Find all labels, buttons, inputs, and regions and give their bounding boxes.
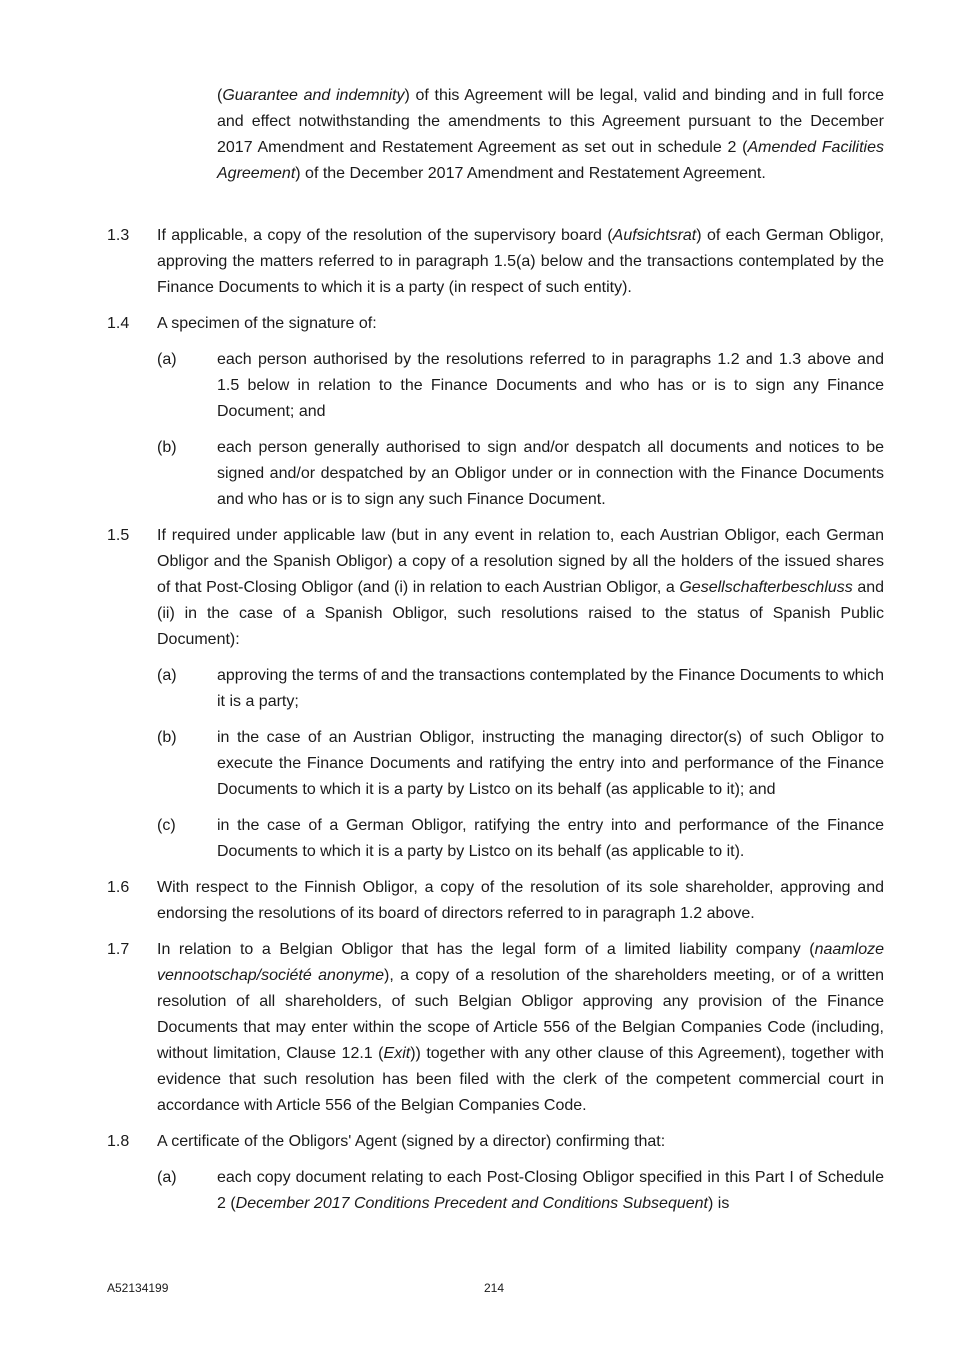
sub-clause-label: (a) <box>157 667 177 684</box>
clause-1-4-b-text: each person generally authorised to sign and/or despatch all documents and notices to be signed and/or despatched by an Obligor under or in connection with the Finance Documents and who has or is to sign any such Finance Document. <box>217 439 884 508</box>
clause-1-4-text: A specimen of the signature of: <box>157 315 377 332</box>
sub-clause-label: (c) <box>157 817 176 834</box>
clause-1-3-text: If applicable, a copy of the resolution of the supervisory board (Aufsichtsrat) of each German Obligor, approving the matters referred to in paragraph 1.5(a) below and the transactions contemplated by the Finance Documents to which it is a party (in respect of such entity). <box>157 227 884 296</box>
clause-number: 1.8 <box>107 1133 130 1150</box>
clause-number: 1.6 <box>107 879 130 896</box>
sub-clause-label: (a) <box>157 1169 177 1186</box>
clause-1-5-b-text: in the case of an Austrian Obligor, instructing the managing director(s) of such Obligor to execute the Finance Documents and ratifying the entry into and performance of the Finance Documents to which it is a party by Listco on its behalf (as applicable to it); and <box>217 729 884 798</box>
continuation-paragraph: (Guarantee and indemnity) of this Agreement will be legal, valid and binding and in full force and effect notwithstanding the amendments to this Agreement pursuant to the December 2017 Amendment and Restatement Agreement as set out in schedule 2 (Amended Facilities Agreement) of the December 2017 Amendment and Restatement Agreement. <box>217 87 885 182</box>
clause-1-5-text: If required under applicable law (but in any event in relation to, each Austrian Obligor, each German Obligor and the Spanish Obligor) a copy of a resolution signed by all the holders of the issued shares of that Post-Closing Obligor (and (i) in relation to each Austrian Obligor, a Gesellschafterbeschluss and (ii) in the case of a Spanish Obligor, such resolutions raised to the status of Spanish Public Document): <box>157 527 885 648</box>
document-reference: A52134199 <box>107 1281 169 1295</box>
sub-clause-label: (b) <box>157 439 177 456</box>
clause-1-8-text: A certificate of the Obligors' Agent (signed by a director) confirming that: <box>157 1133 666 1150</box>
clause-number: 1.3 <box>107 227 130 244</box>
clause-number: 1.4 <box>107 315 130 332</box>
sub-clause-label: (a) <box>157 351 177 368</box>
clause-1-4-a-text: each person authorised by the resolutions referred to in paragraphs 1.2 and 1.3 above and 1.5 below in relation to the Finance Documents and who has or is to sign any Finance Document; and <box>217 351 884 420</box>
page-number: 214 <box>484 1281 505 1295</box>
clause-1-8-a-text: each copy document relating to each Post-Closing Obligor specified in this Part I of Schedule 2 (December 2017 Conditions Precedent and Conditions Subsequent) is <box>217 1169 884 1212</box>
clause-number: 1.5 <box>107 527 130 544</box>
clause-number: 1.7 <box>107 941 130 958</box>
clause-1-5-c-text: in the case of a German Obligor, ratifying the entry into and performance of the Finance Documents to which it is a party by Listco on its behalf (as applicable to it). <box>217 817 884 860</box>
clause-1-5-a-text: approving the terms of and the transactions contemplated by the Finance Documents to which it is a party; <box>217 667 884 710</box>
clause-1-6-text: With respect to the Finnish Obligor, a copy of the resolution of its sole shareholder, approving and endorsing the resolutions of its board of directors referred to in paragraph 1.2 above. <box>157 879 884 922</box>
clause-1-7-text: In relation to a Belgian Obligor that has the legal form of a limited liability company (naamloze vennootschap/société anonyme), a copy of a resolution of the shareholders meeting, or of a written resolution of all shareholders, of such Belgian Obligor approving any provision of the Finance Documents that may enter within the scope of Article 556 of the Belgian Companies Code (including, without limitation, Clause 12.1 (Exit)) together with any other clause of this Agreement), together with evidence that such resolution has been filed with the clerk of the competent commercial court in accordance with Article 556 of the Belgian Companies Code. <box>157 941 885 1114</box>
sub-clause-label: (b) <box>157 729 177 746</box>
